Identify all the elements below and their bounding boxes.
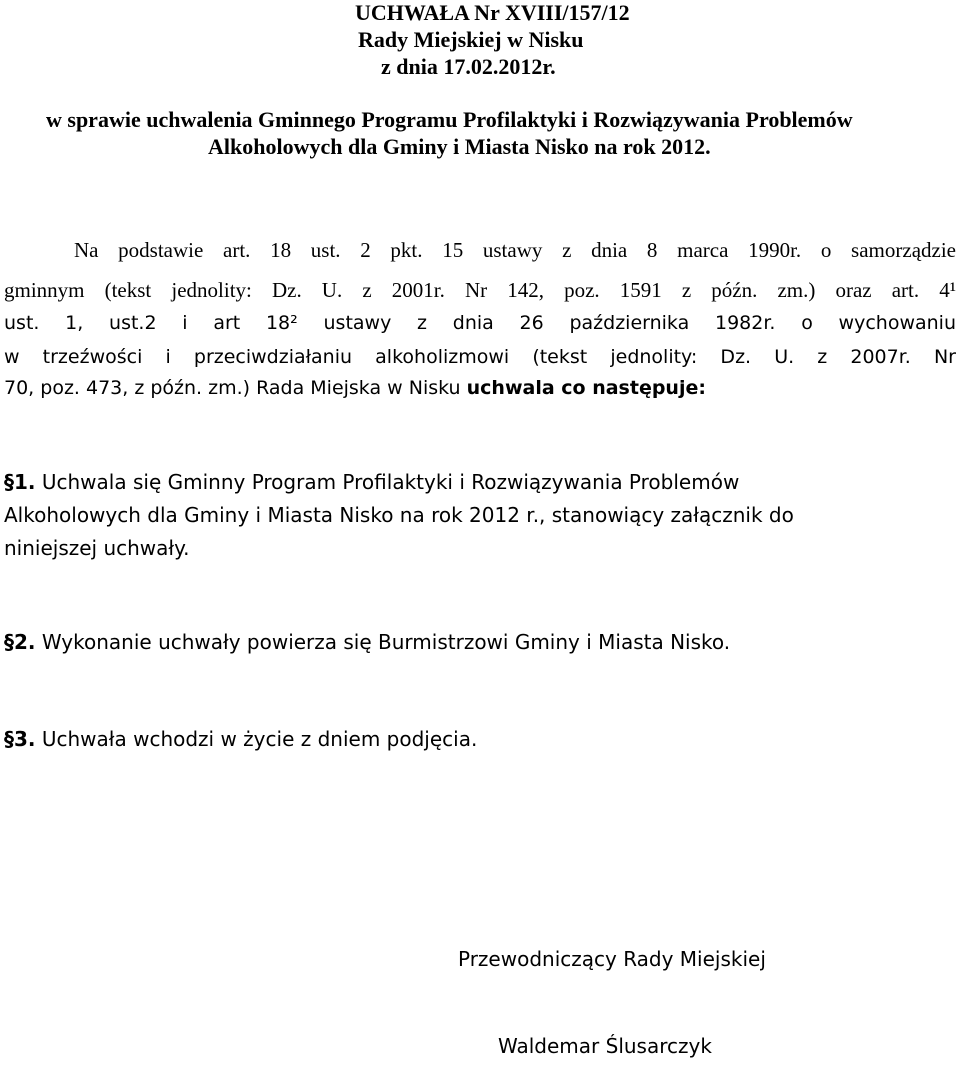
- section-3-number: §3.: [4, 727, 36, 751]
- section-1: [4, 470, 739, 494]
- preamble-line-5: [4, 377, 706, 399]
- section-3: [4, 727, 477, 751]
- subject-line-1: w sprawie uchwalenia Gminnego Programu Profilaktyki i Rozwiązywania Problemów: [46, 107, 853, 132]
- section-1-line-3: niniejszej uchwały.: [4, 536, 190, 560]
- signatory-role: Przewodniczący Rady Miejskiej: [458, 947, 766, 971]
- section-1-line-1: Uchwala się Gminny Program Profilaktyki i Rozwiązywania Problemów: [35, 470, 740, 494]
- preamble-line-5-text: 70, poz. 473, z późn. zm.) Rada Miejska w Nisku: [4, 377, 467, 399]
- section-2-line-1: Wykonanie uchwały powierza się Burmistrzowi Gminy i Miasta Nisko.: [35, 630, 731, 654]
- preamble-enacting-clause: uchwala co następuje:: [466, 377, 706, 399]
- signatory-name: Waldemar Ślusarczyk: [498, 1034, 712, 1058]
- section-1-number: §1.: [4, 470, 36, 494]
- section-1-line-2: Alkoholowych dla Gminy i Miasta Nisko na rok 2012 r., stanowiący załącznik do: [4, 503, 794, 527]
- council-name: Rady Miejskiej w Nisku: [358, 27, 584, 52]
- preamble-line-1: Na podstawie art. 18 ust. 2 pkt. 15 ustawy z dnia 8 marca 1990r. o samorządzie: [74, 238, 956, 262]
- section-2: [4, 630, 730, 654]
- section-3-line-1: Uchwała wchodzi w życie z dniem podjęcia.: [35, 727, 478, 751]
- preamble-line-3: ust. 1, ust.2 i art 18² ustawy z dnia 26 października 1982r. o wychowaniu: [4, 312, 956, 334]
- preamble-line-2: gminnym (tekst jednolity: Dz. U. z 2001r. Nr 142, poz. 1591 z późn. zm.) oraz art. 4¹: [4, 278, 956, 302]
- resolution-title: UCHWAŁA Nr XVIII/157/12: [355, 0, 630, 25]
- section-2-number: §2.: [4, 630, 36, 654]
- preamble-line-4: w trzeźwości i przeciwdziałaniu alkoholizmowi (tekst jednolity: Dz. U. z 2007r. Nr: [4, 346, 956, 368]
- subject-line-2: Alkoholowych dla Gminy i Miasta Nisko na rok 2012.: [208, 134, 711, 159]
- resolution-date: z dnia 17.02.2012r.: [381, 54, 556, 79]
